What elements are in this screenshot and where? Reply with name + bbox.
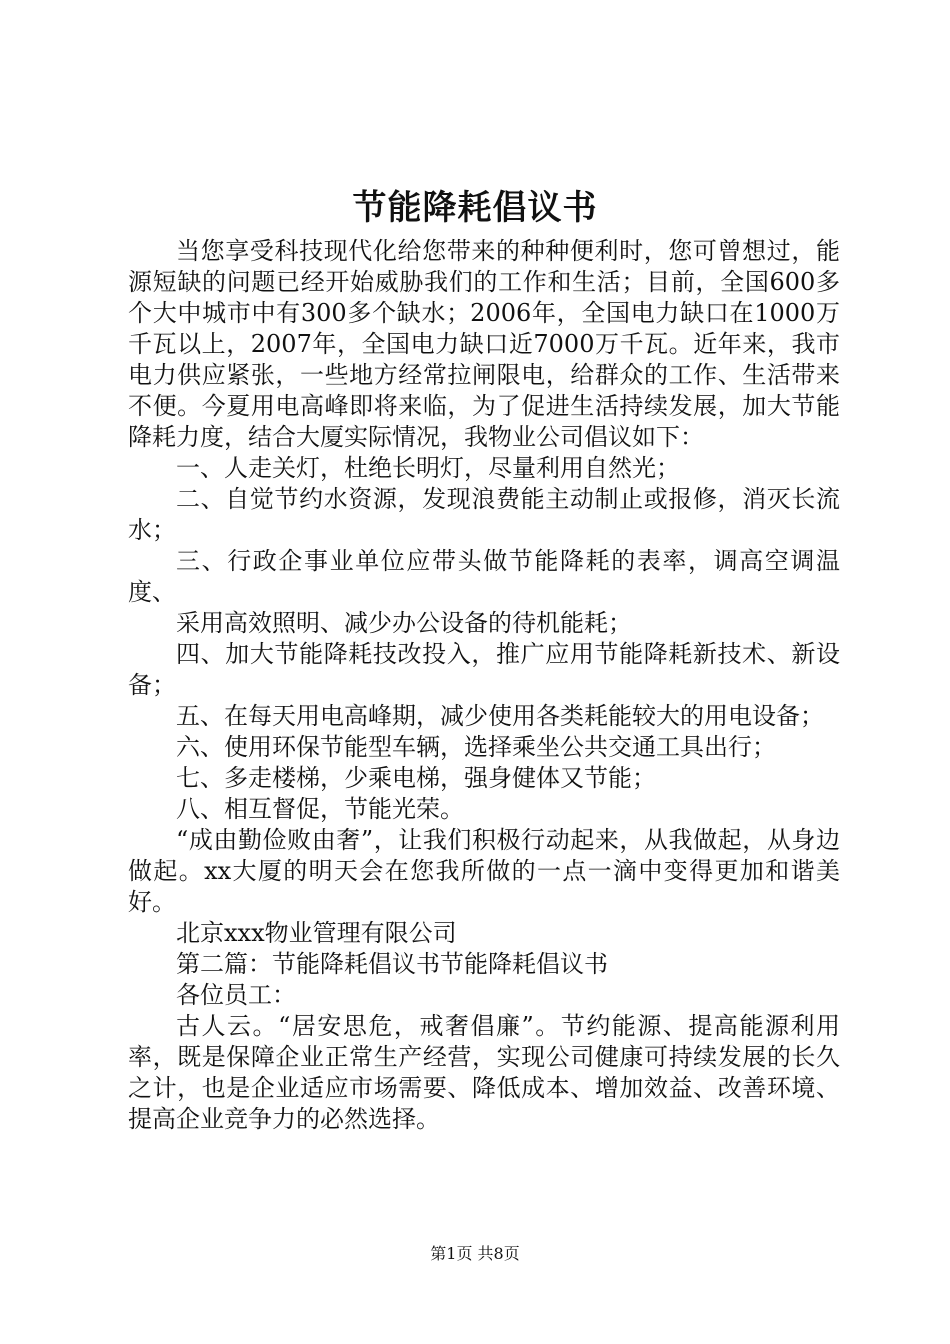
- paragraph-intro: 当您享受科技现代化给您带来的种种便利时，您可曾想过，能源短缺的问题已经开始威胁我们的工作和生活；目前，全国600多个大中城市中有300多个缺水；2006年，全国电力缺口在1000万千瓦以上，2007年，全国电力缺口近7000万千瓦。近年来，我市电力供应紧张，一些地方经常拉闸限电，给群众的工作、生活带来不便。今夏用电高峰即将来临，为了促进生活持续发展，加大节能降耗力度，结合大厦实际情况，我物业公司倡议如下：: [128, 237, 840, 451]
- paragraph-item-5: 五、在每天用电高峰期，减少使用各类耗能较大的用电设备；: [176, 702, 824, 730]
- document-body: [128, 236, 840, 1135]
- paragraph-section-two-heading: 第二篇：节能降耗倡议书节能降耗倡议书: [176, 950, 608, 978]
- document-title: 节能降耗倡议书: [352, 188, 598, 228]
- paragraph-item-3: 三、行政企事业单位应带头做节能降耗的表率，调高空调温度、: [128, 547, 840, 606]
- paragraph-item-2: 二、自觉节约水资源，发现浪费能主动制止或报修，消灭长流水；: [128, 485, 840, 544]
- paragraph-salutation: 各位员工：: [176, 981, 296, 1009]
- paragraph-item-6: 六、使用环保节能型车辆，选择乘坐公共交通工具出行；: [176, 733, 776, 761]
- paragraph-item-4: 四、加大节能降耗技改投入，推广应用节能降耗新技术、新设备；: [128, 640, 840, 699]
- paragraph-item-7: 七、多走楼梯，少乘电梯，强身健体又节能；: [176, 764, 656, 792]
- page-number-footer: 第1页 共8页: [430, 1244, 520, 1263]
- paragraph-item-8: 八、相互督促，节能光荣。: [176, 795, 464, 823]
- paragraph-item-1: 一、人走关灯，杜绝长明灯，尽量利用自然光；: [176, 454, 680, 482]
- paragraph-signature: 北京xxx物业管理有限公司: [176, 919, 457, 947]
- paragraph-closing: “成由勤俭败由奢”，让我们积极行动起来，从我做起，从身边做起。xx大厦的明天会在您我所做的一点一滴中变得更加和谐美好。: [128, 826, 840, 916]
- paragraph-item-3-continued: 采用高效照明、减少办公设备的待机能耗；: [176, 609, 632, 637]
- paragraph-section-two-body: 古人云。“居安思危，戒奢倡廉”。节约能源、提高能源利用率，既是保障企业正常生产经营，实现公司健康可持续发展的长久之计，也是企业适应市场需要、降低成本、增加效益、改善环境、提高企业竞争力的必然选择。: [128, 1012, 840, 1133]
